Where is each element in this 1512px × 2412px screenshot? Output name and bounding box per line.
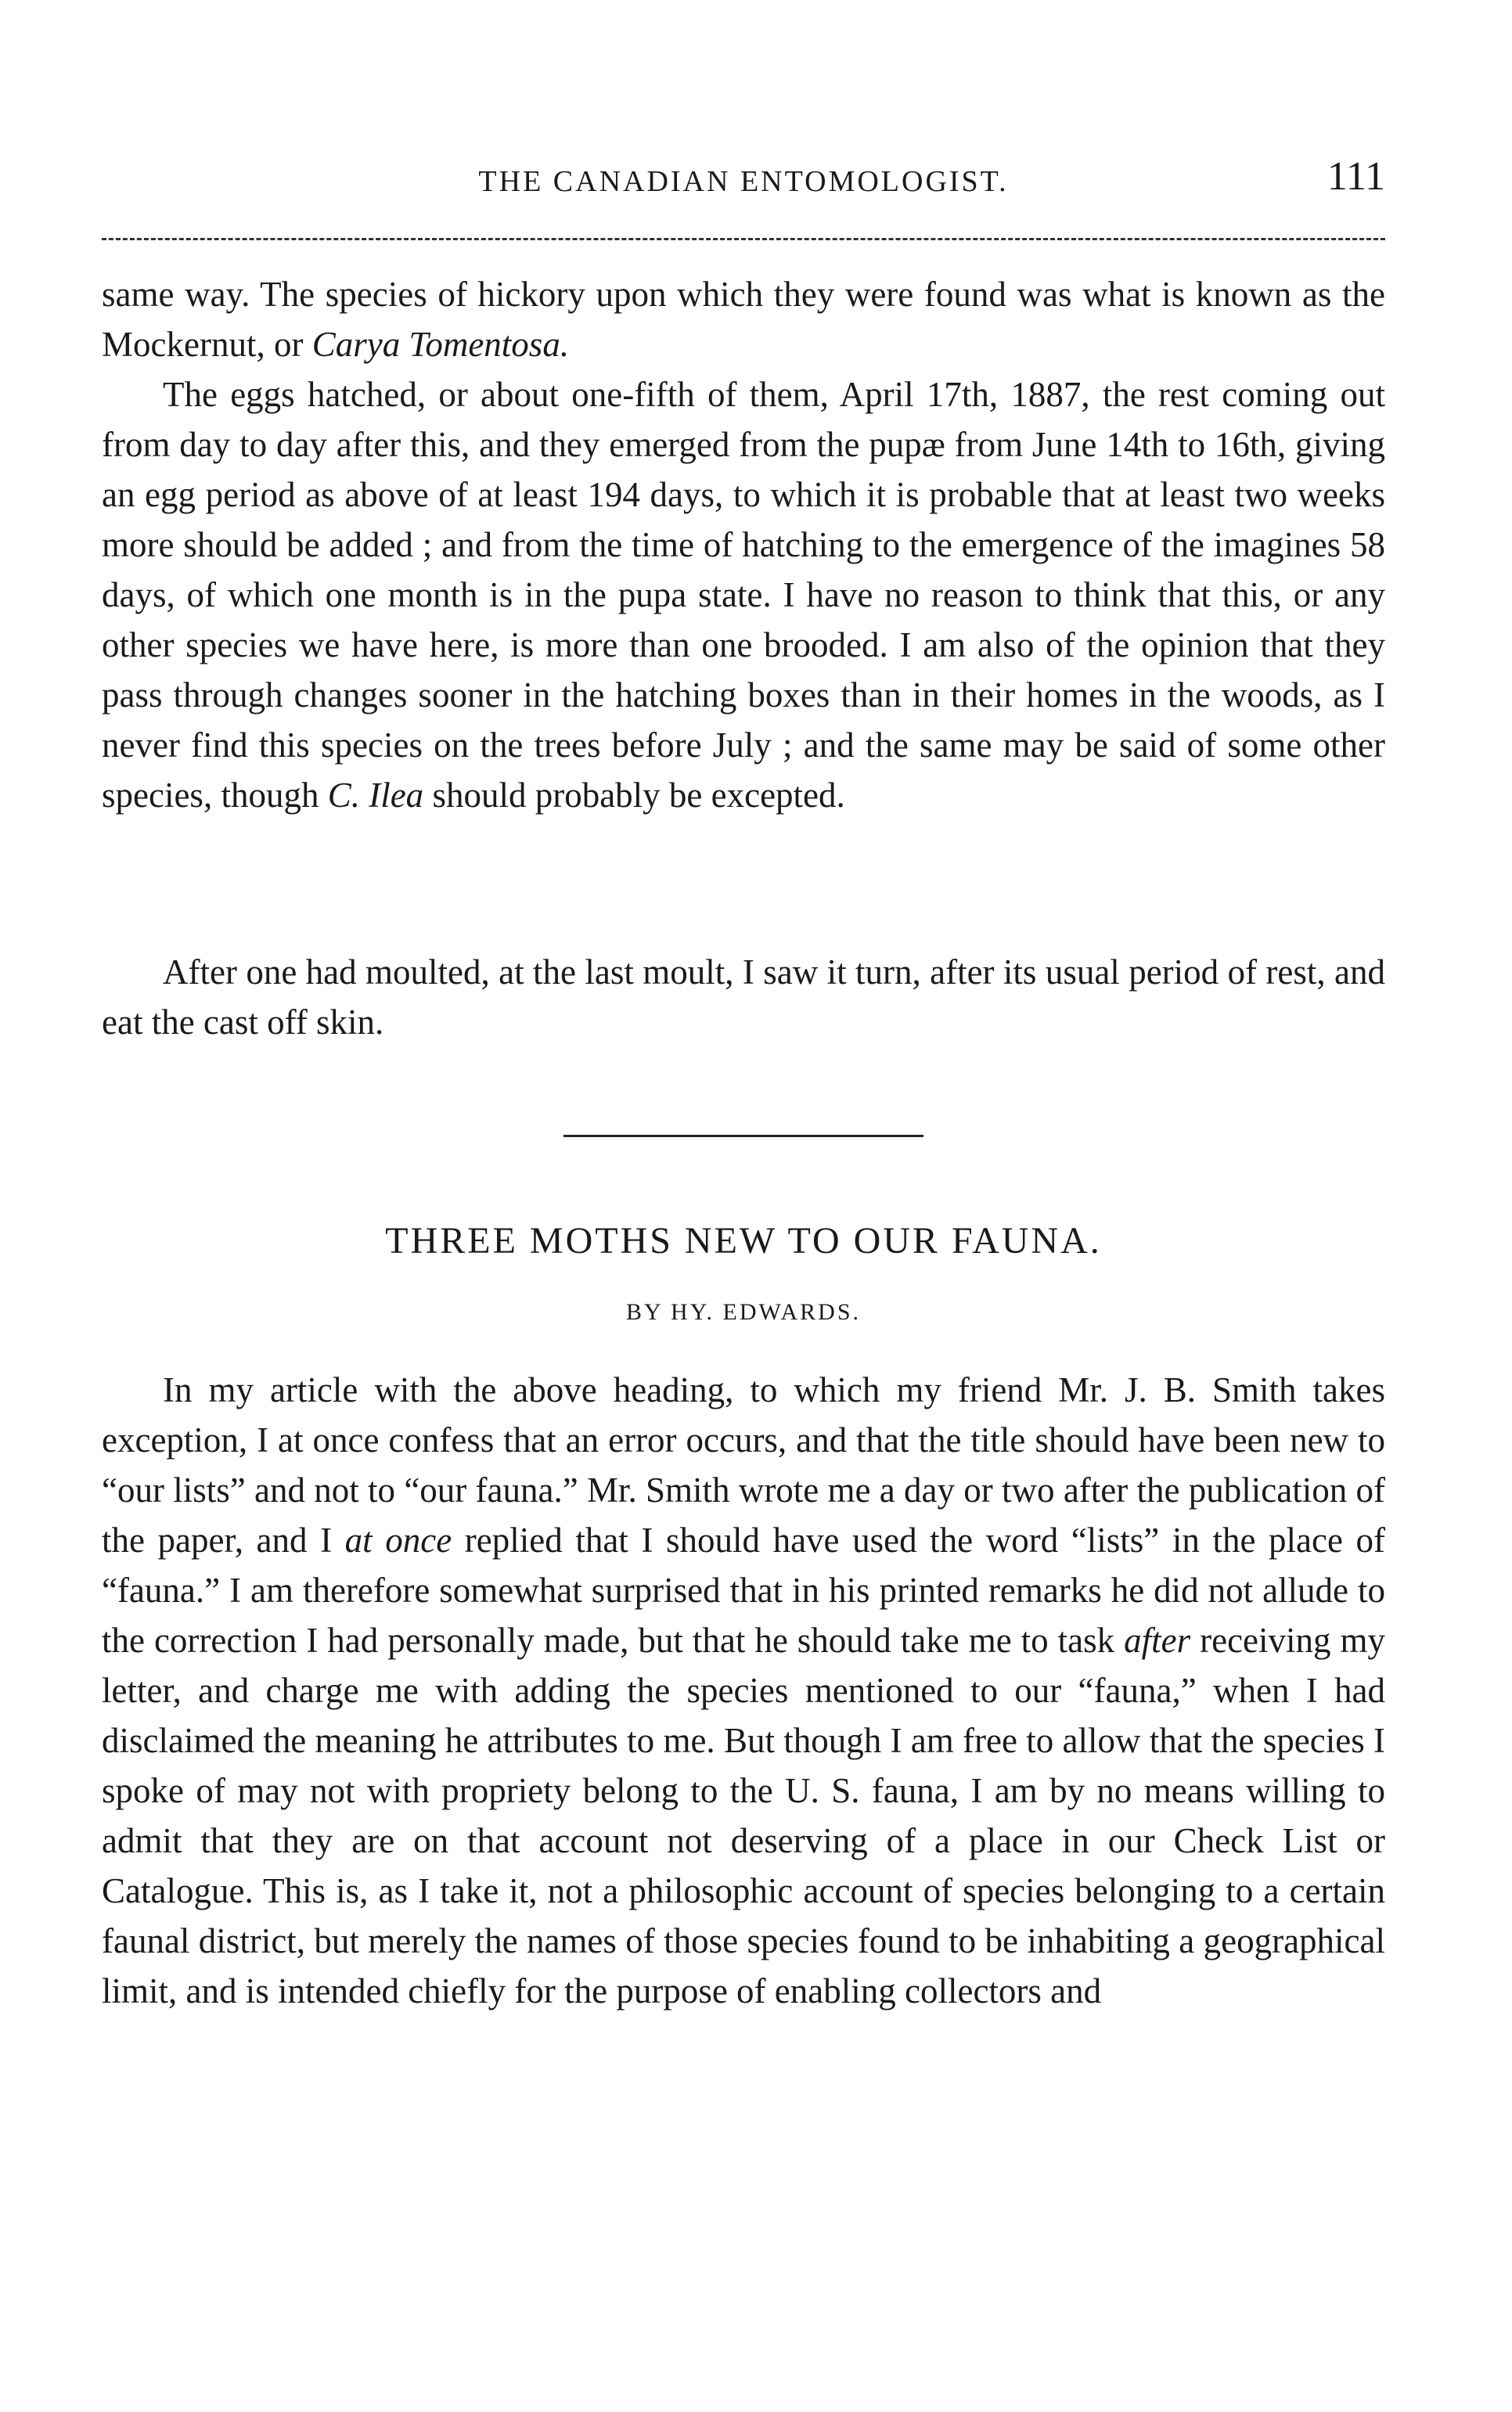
text-run: The eggs hatched, or about one-fifth of them, April 17th, 1887, the rest coming out from day to day after this, and they emerged from the pupæ from June 14th to 16th, giving an egg period as above of at least 194 days, to which it is probable that at least two weeks more should be added ; and from the time of hatching to the emergence of the imagines 58 days, of which one month is in the pupa state. I have no reason to think that this, or any other species we have here, is more than one brooded. I am also of the opinion that they pass through changes sooner in the hatching boxes than in their homes in the woods, as I never find this species on the trees before July ; and the same may be said of some other species, though [102, 375, 1385, 815]
species-name: C. Ilea [327, 776, 424, 815]
species-name: Carya Tomentosa. [311, 325, 570, 364]
emphasis: at once [344, 1521, 452, 1560]
emphasis: after [1124, 1621, 1191, 1660]
continued-article-text [102, 269, 1385, 820]
header-divider [102, 238, 1385, 240]
article-byline: BY HY. EDWARDS. [625, 1299, 862, 1325]
text-run: should probably be excepted. [423, 776, 845, 815]
text-run: receiving my letter, and charge me with adding the species mentioned to our “fauna,” when I had disclaimed the meaning he attributes to me. But though I am free to allow that the species I spoke of may not with propriety belong to the U. S. fauna, I am by no means willing to admit that they are on that account not deserving of a place in our Check List or Catalogue. This is, as I take it, not a philosophic account of species belonging to a certain faunal district, but merely the names of those species found to be inhabiting a geographical limit, and is intended chiefly for the purpose of enabling collectors and [102, 1621, 1386, 2011]
page-number: 111 [1327, 154, 1385, 199]
text-run: replied that I should have used the word “lists” in the place of “fauna.” I am therefore somewhat surprised that in his printed remarks he did not allude to the correction I had personally made, but that he should take me to task [102, 1521, 1386, 1660]
paragraph [102, 369, 1385, 820]
paragraph: After one had moulted, at the last moult, I saw it turn, after its usual period of rest, and eat the cast off skin. [102, 952, 1385, 1042]
text-run: same way. The species of hickory upon which they were found was what is known as the Mockernut, or [102, 275, 1385, 364]
running-head [102, 153, 1385, 208]
paragraph [102, 269, 1385, 369]
article-title: THREE MOTHS NEW TO OUR FAUNA. [385, 1220, 1102, 1262]
section-divider [563, 1135, 923, 1137]
document-page [102, 0, 1385, 2412]
journal-title: THE CANADIAN ENTOMOLOGIST. [478, 165, 1009, 198]
paragraph [102, 1365, 1385, 2016]
new-article-text [102, 1365, 1385, 2016]
text-run: In my article with the above heading, to which my friend Mr. J. B. Smith takes exception, I at once confess that an error occurs, and that the title should have been new to “our lists” and not to “our fauna.” Mr. Smith wrote me a day or two after the publication of the paper, and I [102, 1370, 1385, 1560]
continued-article-closing [102, 947, 1385, 1047]
